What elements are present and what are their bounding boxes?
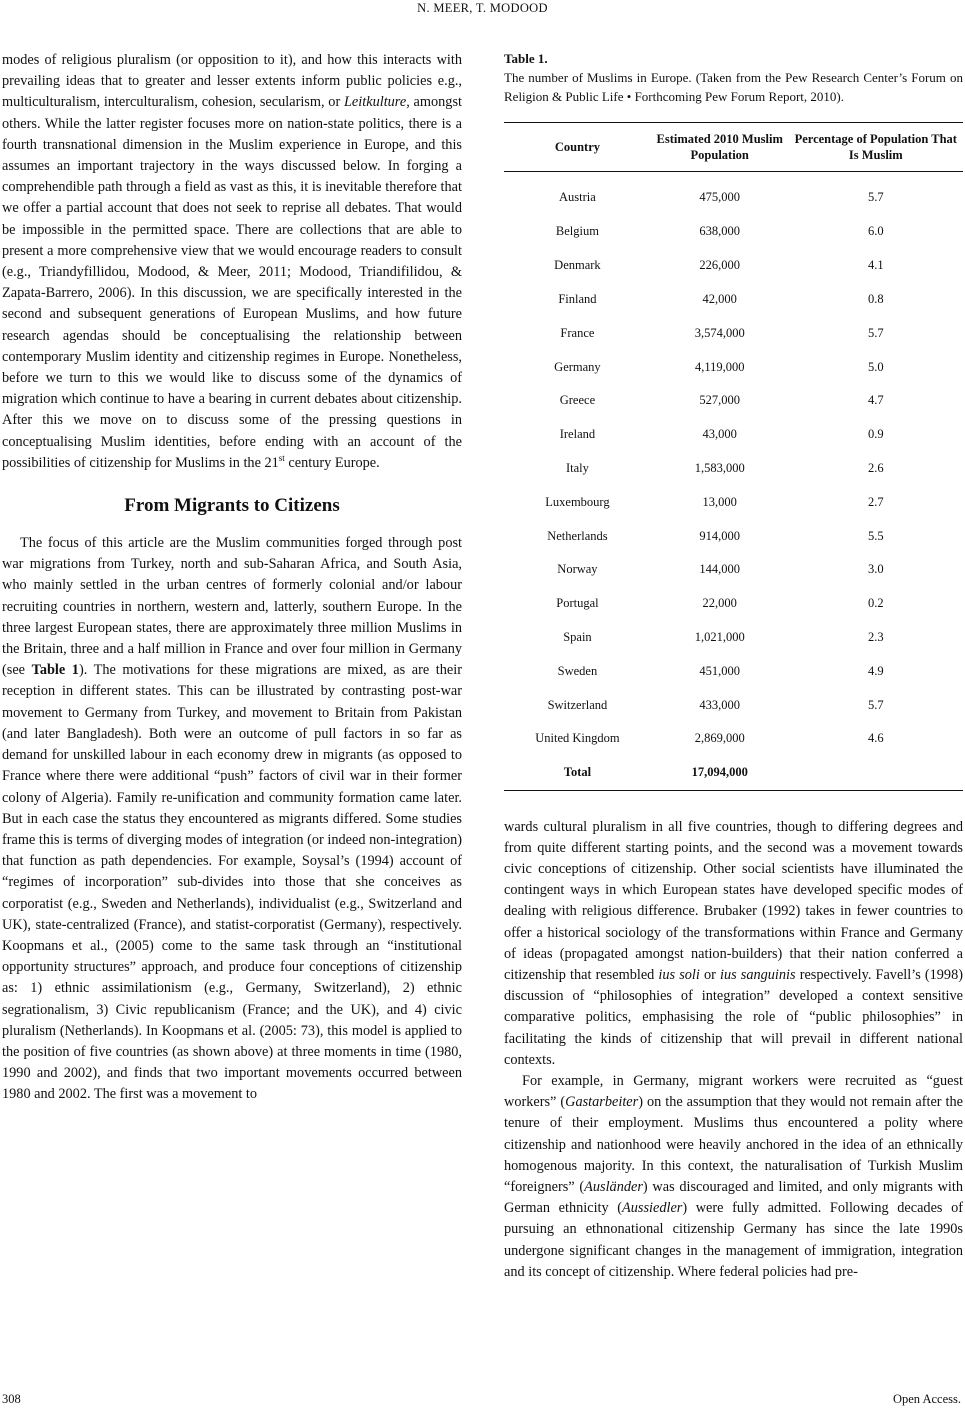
text-run: , amongst others. While the latter register focuses more on nation-state politics, there is a fourth transnational dimension in the Muslim experience in Europe, and this assumes an important trajectory in the ways discussed below. In forging a comprehendible path through a field as vast as this, it is inevitable therefore that we offer a partial account that does not seek to reprise all debates. That would be impossible in the permitted space. There are collections that are able to present a more comprehensive view that we would encourage readers to consult (e.g., Triandyfillidou, Modood, & Meer, 2011; Modood, Triandifilidou, & Zapata-Barrero, 2006). In this discussion, we are specifically interested in the second and subsequent generations of European Muslims, and how future research agendas should be conceptualising the relationship between contemporary Muslim identity and citizenship regimes in Europe. Nonetheless, before we turn to this we would like to discuss some of the dynamics of migration which continue to have a bearing in current debates about citizenship. After this we move on to discuss some of the pressing questions in conceptualising Muslim identities, before ending with an account of the possibilities of citizenship for Muslims in the 21	[2, 94, 462, 471]
text-run: ) was discouraged and limited, and only migrants with German ethnicity (	[504, 1179, 963, 1217]
cell-population: 433,000	[699, 697, 741, 712]
journal-note: Open Access.	[892, 1392, 961, 1406]
cell-population: 226,000	[699, 258, 741, 273]
paragraph-intro	[2, 50, 462, 474]
text-run: respectively. Favell’s (1998) discussion of “philosophies of integration” developed a context sensitive comparative politics, emphasising the role of “public philosophies” in facilitating the kinds of citizenship that will prevail in different national contexts.	[504, 966, 963, 1068]
cell-country: France	[560, 325, 595, 340]
cell-percentage: 2.6	[867, 460, 884, 475]
text-run: wards cultural pluralism in all five countries, though to differing degrees and from quite different starting points, and the second was a movement towards civic conceptions of citizenship. Other social scientists have illuminated the contingent ways in which European states have developed specific modes of dealing with religious difference. Brubaker (1992) takes in fewer countries to offer a historical sociology of the transformations within France and Germany of ideas (propagated amongst nation-builders) that their nation conferred a citizenship that resembled	[504, 818, 963, 983]
page-number: 308	[2, 1392, 21, 1406]
table-row	[504, 452, 963, 486]
table-row	[504, 519, 963, 553]
table-total-row	[504, 756, 963, 790]
cell-percentage: 5.7	[867, 325, 884, 340]
table-row	[504, 621, 963, 655]
paragraph-germany	[504, 1071, 963, 1283]
cell-country: Denmark	[554, 258, 601, 273]
italic-term: Ausländer	[584, 1179, 643, 1195]
italic-term: Aussiedler	[622, 1200, 683, 1217]
cell-percentage: 3.0	[867, 562, 884, 577]
cell-population: 638,000	[699, 224, 741, 239]
cell-country: Greece	[559, 393, 596, 408]
table-row	[504, 587, 963, 621]
cell-population: 42,000	[702, 291, 737, 306]
cell-population: 3,574,000	[694, 325, 745, 340]
cell-country: Spain	[563, 629, 592, 644]
cell-percentage: 0.8	[867, 291, 884, 306]
muslim-population-table	[504, 122, 963, 791]
cell-percentage: 0.2	[867, 596, 884, 611]
section-heading: From Migrants to Citizens	[124, 495, 340, 517]
text-run: century Europe.	[284, 454, 380, 471]
table-row	[504, 350, 963, 384]
table-row	[504, 215, 963, 249]
text-run: modes of religious pluralism (or opposition to it), and how this interacts with prevailing ideas that to greater and lesser extents inform public policies e.g., multiculturalism, interculturalism, cohesion, secularism, or	[2, 52, 462, 111]
cell-country: United Kingdom	[535, 731, 620, 746]
text-run: ). The motivations for these migrations are mixed, as are their reception in different states. This can be illustrated by contrasting post-war movement to Germany from Turkey, and movement to Britain from Pakistan (and later Bangladesh). Both were an outcome of pull factors in so far as demand for unskilled labour in each economy drew in migrants (as opposed to France where there were additional “push” factors of civil war in their former colony of Algeria). Family re-unification and community formation came later. But in each case the status they encountered as migrants differed. Some studies frame this is terms of diverging modes of integration (or indeed non-integration) that function as path dependencies. For example, Soysal’s (1994) account of “regimes of incorporation” sub-divides into those that she conceives as corporatist (e.g., Sweden and Netherlands), individualist (e.g., Switzerland and UK), state-centralized (France), and statist-corporatist (Germany), respectively. Koopmans et al., (2005) come to the same task through an “institutional opportunity structures” approach, and produce four conceptions of citizenship as: 1) ethnic assimilationism (e.g., Germany, Switzerland), 2) ethnic segrationalism, 3) Civic republicanism (France; and the UK), and 4) civic pluralism (Netherlands). In Koopmans et al. (2005: 73), this model is applied to the position of five countries (as shown above) at three moments in time (1980, 1990 and 2002), and finds that two important movements occurred between 1980 and 2002. The first was a movement to	[2, 662, 462, 1103]
cell-population: 2,869,000	[694, 731, 745, 746]
text-run: or	[699, 966, 720, 983]
text-run: The focus of this article are the Muslim communities forged through post war migrations from Turkey, north and sub-Saharan Africa, and South Asia, who mainly settled in the urban centres of formerly colonial and/or labour recruiting countries in northern, western and, latterly, southern Europe. In the three largest European states, there are approximately three million Muslims in the Britain, three and a half million in France and over four million in Germany (see	[2, 535, 462, 679]
paragraph-pluralism	[504, 817, 963, 1071]
text-run: ) were fully admitted. Following decades of pursuing an ethnonational citizenship Germany has since the late 1990s undergone significant changes in the management of immigration, integration and its concept of citizenship. Where federal policies had pre-	[504, 1200, 963, 1280]
text-run: For example, in Germany, migrant workers were recruited as “guest workers” (	[504, 1072, 963, 1111]
cell-percentage: 4.1	[867, 258, 884, 273]
cell-population: 527,000	[699, 393, 741, 408]
cell-percentage: 4.6	[867, 731, 884, 746]
cell-country: Italy	[565, 460, 589, 475]
cell-population: 13,000	[702, 494, 737, 509]
cell-percentage: 6.0	[867, 224, 884, 239]
table-row	[504, 654, 963, 688]
italic-term: Gastarbeiter	[565, 1094, 639, 1111]
table-header-row	[504, 123, 963, 172]
table-caption: The number of Muslims in Europe. (Taken from the Pew Research Center’s Forum on Religion & Public Life • Forthcoming Pew Forum Report, 2010).	[504, 70, 963, 104]
cell-percentage: 5.0	[867, 359, 884, 374]
cell-country: Austria	[559, 190, 596, 204]
cell-percentage: 2.3	[867, 629, 884, 644]
header-country: Country	[504, 123, 651, 172]
cell-percentage: 5.7	[867, 697, 884, 712]
table-row	[504, 688, 963, 722]
cell-population: 451,000	[699, 663, 741, 678]
cell-percentage: 0.9	[867, 427, 884, 442]
total-percentage	[789, 756, 963, 790]
text-run: ) on the assumption that they would not remain after the tenure of their employment. Muslims thus encountered a polity where citizenship and nationhood were heavily anchored in the idea of an ethnically homogenous majority. In this context, the naturalisation of Turkish Muslim “foreigners” (	[504, 1094, 964, 1195]
cell-population: 1,021,000	[694, 629, 745, 644]
cell-country: Portugal	[556, 596, 599, 611]
table-row	[504, 485, 963, 519]
left-column	[2, 50, 462, 1106]
right-column	[504, 50, 963, 1283]
table-row	[504, 384, 963, 418]
total-population: 17,094,000	[651, 756, 789, 790]
table-reference: Table 1	[31, 662, 79, 679]
cell-population: 43,000	[702, 427, 737, 442]
cell-percentage: 2.7	[867, 494, 884, 509]
cell-country: Netherlands	[547, 528, 608, 543]
italic-term: ius soli	[658, 966, 700, 983]
italic-term: ius sanguinis	[719, 966, 796, 983]
cell-population: 914,000	[699, 528, 741, 543]
table-row	[504, 553, 963, 587]
cell-percentage: 5.5	[867, 528, 884, 543]
cell-country: Germany	[554, 359, 601, 374]
cell-country: Switzerland	[547, 697, 608, 712]
table-row	[504, 172, 963, 216]
table-row	[504, 249, 963, 283]
total-label: Total	[504, 756, 651, 790]
cell-population: 475,000	[699, 190, 741, 204]
table-label: Table 1.	[504, 51, 548, 66]
cell-percentage: 4.9	[867, 663, 884, 678]
cell-percentage: 4.7	[867, 393, 884, 408]
paragraph-migrants	[2, 533, 462, 1105]
cell-percentage: 5.7	[867, 190, 884, 204]
cell-country: Ireland	[559, 427, 596, 442]
table-row	[504, 418, 963, 452]
cell-population: 1,583,000	[694, 460, 745, 475]
cell-population: 22,000	[702, 596, 737, 611]
running-head: N. MEER, T. MODOOD	[417, 1, 548, 15]
cell-country: Norway	[557, 562, 598, 577]
table-row	[504, 316, 963, 350]
cell-population: 144,000	[699, 562, 741, 577]
header-percentage: Percentage of Population That Is Muslim	[789, 123, 963, 172]
cell-population: 4,119,000	[694, 359, 745, 374]
header-population: Estimated 2010 Muslim Population	[651, 123, 789, 172]
italic-term: Leitkulture	[343, 94, 407, 111]
table-row	[504, 722, 963, 756]
cell-country: Luxembourg	[545, 494, 610, 509]
cell-country: Finland	[558, 291, 597, 306]
cell-country: Belgium	[555, 224, 599, 239]
cell-country: Sweden	[557, 663, 598, 678]
table-row	[504, 283, 963, 317]
superscript: st	[278, 453, 285, 464]
